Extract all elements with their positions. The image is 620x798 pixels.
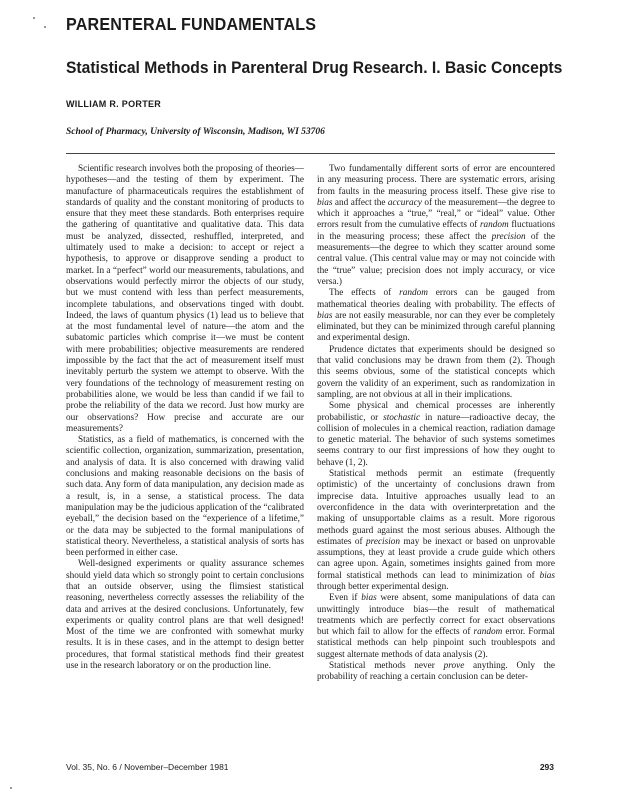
body-paragraph: Scientific research involves both the proposing of theories—hypotheses—and the testing of them by experiment. The manufacture of pharmaceuticals requires the establishment of standards of quality and the constant monitoring of products to ensure that they meet these standards. Both enterprises require the gathering of quantitative and qualitative data. This data must be analyzed, dissected, reshuffled, interpreted, and ultimately used to make a decision: to accept or reject a hypothesis, to approve or disapprove sending a product to market. In a “perfect” world our measurements, tabulations, and observations would perfectly mirror the objects of our study, but we must contend with less than perfect measurements, incomplete tabulations, and observations tinged with doubt. Indeed, the laws of quantum physics (1) lead us to believe that at the most fundamental level of nature—the atom and the subatomic particles which comprise it—we must be content with mere probabilities; objective measurements are rendered impossible by the fact that the act of measurement itself must inevitably perturb the system we attempt to observe. With the very foundations of the technology of measurement resting on probabilities alone, we would be less than candid if we fail to probe the reliability of the data we record. Just how murky are our observations? How precise and accurate are our measurements?: [66, 164, 304, 434]
scan-speck: [10, 787, 12, 789]
header-rule: [66, 153, 555, 154]
right-column: [317, 164, 555, 684]
body-paragraph: Even if bias were absent, some manipulations of data can unwittingly introduce bias—the result of mathematical treatments which are perfectly correct for exact observations but which fail to allow for the effects of random error. Formal statistical methods can help pinpoint such troublespots and suggest alternate methods of data analysis (2).: [317, 593, 555, 660]
body-paragraph: Two fundamentally different sorts of error are encountered in any measuring process. There are systematic errors, arising from faults in the measuring process itself. These give rise to bias and affect the accuracy of the measurement—the degree to which it approaches a “true,” “real,” or “ideal” value. Other errors result from the cumulative effects of random fluctuations in the measuring process; these affect the precision of the measurements—the degree to which they scatter around some central value. (This central value may or may not coincide with the “true” value; precision does not imply accuracy, or vice versa.): [317, 164, 555, 287]
body-paragraph: Well-designed experiments or quality assurance schemes should yield data which so strongly point to certain conclusions that an outside observer, using the flimsiest statistical reasoning, nevertheless correctly assesses the reliability of the data and arrives at the desired conclusions. Unfortunately, few experiments or quality control plans are that well designed! Most of the time we are confronted with somewhat murky results. It is in these cases, and in the attempt to design better procedures, that formal statistical methods find their greatest use in the research laboratory or on the production line.: [66, 559, 304, 672]
page-number: 293: [539, 762, 554, 772]
scan-speck: [44, 26, 46, 28]
author-name: WILLIAM R. PORTER: [66, 99, 162, 109]
body-paragraph: Statistical methods never prove anything. Only the probability of reaching a certain conclusion can be deter-: [317, 661, 556, 683]
scan-speck: [33, 17, 35, 19]
body-paragraph: Some physical and chemical processes are inherently probabilistic, or stochastic in nature—radioactive decay, the collision of molecules in a chemical reaction, radiation damage to genetic material. The behavior of such systems sometimes seems contrary to our first impressions of how they ought to behave (1, 2).: [317, 401, 555, 468]
section-label: PARENTERAL FUNDAMENTALS: [66, 14, 317, 34]
body-paragraph: The effects of random errors can be gauged from mathematical theories dealing with probability. The effects of bias are not easily measurable, nor can they ever be completely eliminated, but they can be minimized through careful planning and experimental design.: [317, 288, 555, 344]
journal-citation: Vol. 35, No. 6 / November–December 1981: [66, 762, 229, 772]
body-paragraph: Statistical methods permit an estimate (frequently optimistic) of the uncertainty of conclusions drawn from imprecise data. Intuitive approaches usually lead to an overconfidence in the data with overinterpretation and the making of unsupportable claims as a result. More rigorous methods guard against the most serious abuses. Although the estimates of precision may be inexact or based on unprovable assumptions, they at least provide a crude guide which others can agree upon. Again, sometimes insights gained from more formal statistical methods can lead to minimization of bias through better experimental design.: [317, 469, 555, 592]
author-affiliation: School of Pharmacy, University of Wisconsin, Madison, WI 53706: [66, 127, 325, 137]
left-column: [66, 164, 304, 672]
body-paragraph: Prudence dictates that experiments should be designed so that valid conclusions may be drawn from them (2). Though this seems obvious, some of the statistical concepts which govern the validity of an experiment, such as randomization in sampling, are not obvious at all in their implications.: [317, 344, 555, 400]
article-title: Statistical Methods in Parenteral Drug Research. I. Basic Concepts: [66, 58, 563, 77]
body-paragraph: Statistics, as a field of mathematics, is concerned with the scientific collection, organization, summarization, presentation, and analysis of data. It is also concerned with drawing valid conclusions and making reasonable decisions on the basis of such data. Any form of data manipulation, any decision made as a result, is, in a sense, a statistical process. The data manipulation may be the judicious application of the “calibrated eyeball,” the decision based on the “experience of a lifetime,” or the data may be subjected to the formal manipulations of statistical theory. Nevertheless, a statistical analysis of sorts has been performed in either case.: [66, 435, 304, 559]
